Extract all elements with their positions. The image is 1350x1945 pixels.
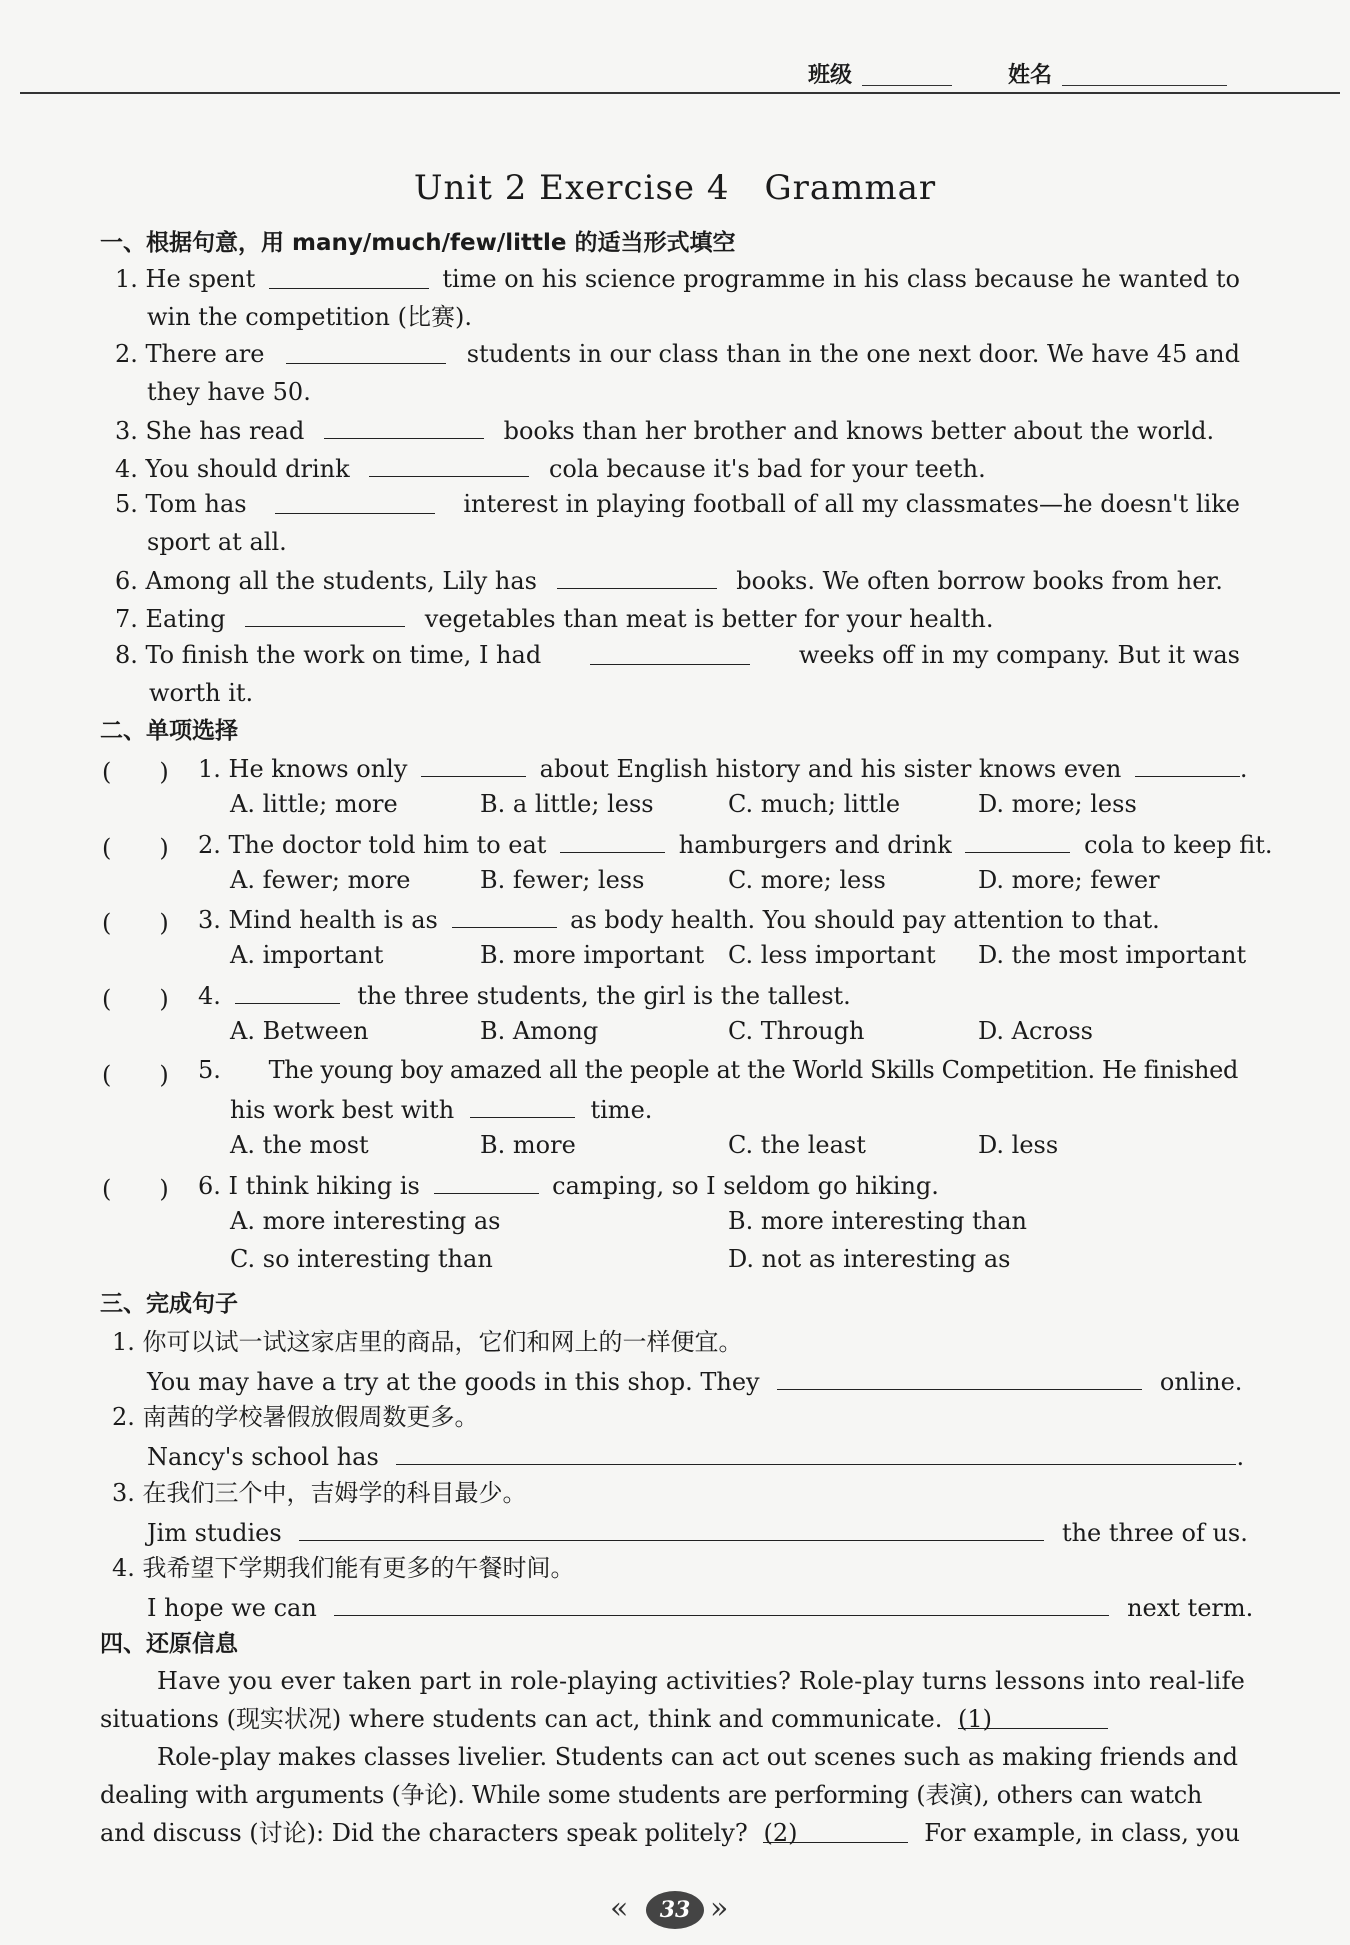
- section2-heading: 二、单项选择: [100, 718, 238, 744]
- s1-q4-line: [115, 452, 1255, 484]
- s2-q4-answer-paren[interactable]: ( ): [102, 985, 169, 1013]
- s1-q7-blank[interactable]: [245, 602, 405, 627]
- s3-q4-text-b: next term.: [1127, 1594, 1254, 1622]
- s3-q2-chinese: 2. 南茜的学校暑假放假周数更多。: [112, 1403, 479, 1431]
- s3-q4-line: [147, 1591, 1287, 1623]
- s2-q1-number: 1.: [198, 755, 221, 783]
- s3-q1-text-a: You may have a try at the goods in this shop. They: [147, 1368, 760, 1396]
- s1-q1-text-b: time on his science programme in his class because he wanted to: [442, 265, 1240, 293]
- s2-q5-option-a[interactable]: A. the most: [230, 1131, 369, 1159]
- s2-q3-text-a: Mind health is as: [228, 906, 438, 934]
- s1-q5-line2: sport at all.: [147, 528, 287, 556]
- s1-q1-blank[interactable]: [269, 264, 429, 289]
- s2-q1-blank1: [421, 752, 526, 777]
- s1-q4-text-b: cola because it's bad for your teeth.: [548, 455, 986, 483]
- s1-q8-blank[interactable]: [590, 640, 750, 665]
- s3-q3-chinese: 3. 在我们三个中，吉姆学的科目最少。: [112, 1479, 527, 1507]
- s1-q6-text-a: 6. Among all the students, Lily has: [115, 567, 537, 595]
- s2-q6-stem: [198, 1169, 1238, 1201]
- s2-q6-answer-paren[interactable]: ( ): [102, 1175, 169, 1203]
- s2-q4-option-a[interactable]: A. Between: [230, 1017, 369, 1045]
- s4-blank-1-label: (1): [957, 1705, 992, 1733]
- s4-p1-line1: [157, 1666, 1245, 1696]
- s2-q2-text-a: The doctor told him to eat: [228, 831, 547, 859]
- s2-q6-blank: [434, 1169, 539, 1194]
- s2-q4-blank: [235, 979, 340, 1004]
- s2-q3-option-a[interactable]: A. important: [230, 941, 384, 969]
- s1-q5-line1: [115, 489, 1240, 519]
- s2-q1-option-b[interactable]: B. a little; less: [480, 790, 654, 818]
- class-label: 班级: [808, 63, 853, 88]
- s1-q8-line2: worth it.: [149, 679, 254, 707]
- s2-q3-answer-paren[interactable]: ( ): [102, 909, 169, 937]
- s2-q6-text-a: I think hiking is: [228, 1172, 420, 1200]
- s2-q6-option-b[interactable]: B. more interesting than: [728, 1207, 1028, 1235]
- s3-q1-text-b: online.: [1159, 1368, 1243, 1396]
- s1-q7-text-a: 7. Eating: [115, 605, 226, 633]
- s2-q6-number: 6.: [198, 1172, 221, 1200]
- s2-q4-option-d[interactable]: D. Across: [978, 1017, 1093, 1045]
- s1-q3-text-a: 3. She has read: [115, 417, 305, 445]
- s4-p1-line2: [100, 1704, 1240, 1734]
- s2-q5-option-c[interactable]: C. the least: [728, 1131, 866, 1159]
- s4-p2-line2: [100, 1780, 1240, 1810]
- s1-q3-text-b: books than her brother and knows better about the world.: [503, 417, 1215, 445]
- s1-q1-text-a: 1. He spent: [115, 265, 256, 293]
- s2-q2-text-b: hamburgers and drink: [678, 831, 952, 859]
- s2-q3-blank: [452, 903, 557, 928]
- s1-q2-line2: they have 50.: [147, 378, 311, 406]
- s2-q1-stem: [198, 752, 1248, 784]
- s2-q2-option-b[interactable]: B. fewer; less: [480, 866, 645, 894]
- s1-q3-blank[interactable]: [324, 414, 484, 439]
- name-label: 姓名: [1008, 63, 1053, 88]
- s2-q2-option-c[interactable]: C. more; less: [728, 866, 886, 894]
- double-chevron-left-icon: «: [610, 1891, 629, 1926]
- s2-q2-number: 2.: [198, 831, 221, 859]
- s2-q4-text-b: the three students, the girl is the tallest.: [357, 982, 851, 1010]
- s2-q5-answer-paren[interactable]: ( ): [102, 1061, 169, 1089]
- section4-heading: 四、还原信息: [100, 1631, 238, 1657]
- s1-q6-blank[interactable]: [557, 564, 717, 589]
- s4-p2-text-a: Role-play makes classes livelier. Students can act out scenes such as making friends and: [157, 1743, 1238, 1771]
- s2-q4-number: 4.: [198, 982, 221, 1010]
- s2-q1-blank2: [1135, 752, 1240, 777]
- s2-q5-text-d: time.: [590, 1096, 653, 1124]
- s1-q7-line: [115, 602, 1255, 634]
- s4-p2-line3: [100, 1818, 1240, 1848]
- s2-q6-text-b: camping, so I seldom go hiking.: [552, 1172, 939, 1200]
- s4-p2-text-b: dealing with arguments (争论). While some students are performing (表演), others can watch: [100, 1781, 1203, 1809]
- s2-q2-answer-paren[interactable]: ( ): [102, 834, 169, 862]
- s2-q4-option-b[interactable]: B. Among: [480, 1017, 599, 1045]
- s1-q4-blank[interactable]: [369, 452, 529, 477]
- s2-q5-stem: [198, 1055, 1238, 1085]
- page-number-badge: [610, 1885, 740, 1935]
- s2-q4-stem: [198, 979, 1238, 1011]
- s2-q3-stem: [198, 903, 1238, 935]
- s2-q6-option-a[interactable]: A. more interesting as: [230, 1207, 501, 1235]
- s3-q1-line: [147, 1365, 1287, 1397]
- section3-heading: 三、完成句子: [100, 1291, 238, 1317]
- s4-blank-1[interactable]: [957, 1704, 1108, 1733]
- s2-q4-option-c[interactable]: C. Through: [728, 1017, 865, 1045]
- s2-q6-option-c[interactable]: C. so interesting than: [230, 1245, 493, 1273]
- double-chevron-right-icon: »: [710, 1891, 729, 1926]
- s2-q5-text-c: his work best with: [230, 1096, 455, 1124]
- s3-q2-blank[interactable]: [396, 1440, 1236, 1465]
- s1-q6-text-b: books. We often borrow books from her.: [736, 567, 1223, 595]
- s4-p2-text-c: and discuss (讨论): Did the characters speak politely?: [100, 1819, 748, 1847]
- s3-q4-text-a: I hope we can: [147, 1594, 317, 1622]
- s1-q5-text-a: 5. Tom has: [115, 490, 247, 518]
- s1-q8-text-a: 8. To finish the work on time, I had: [115, 641, 542, 669]
- s1-q2-text-a: 2. There are: [115, 340, 265, 368]
- s2-q1-option-a[interactable]: A. little; more: [230, 790, 398, 818]
- s1-q8-line1: [115, 640, 1240, 670]
- name-blank: [1062, 85, 1227, 86]
- class-blank: [862, 85, 952, 86]
- s2-q3-option-c[interactable]: C. less important: [728, 941, 936, 969]
- s4-blank-2-label: (2): [763, 1819, 798, 1847]
- s2-q2-blank2: [965, 828, 1070, 853]
- s1-q1-line1: [115, 264, 1240, 294]
- s3-q2-text-a: Nancy's school has: [147, 1443, 379, 1471]
- s4-p1-text-b: situations (现实状况) where students can act, think and communicate.: [100, 1705, 943, 1733]
- s3-q2-line: [147, 1440, 1287, 1472]
- s3-q3-text-b: the three of us.: [1061, 1519, 1248, 1547]
- s1-q2-text-b: students in our class than in the one next door. We have 45 and: [466, 340, 1240, 368]
- s1-q2-line1: [115, 339, 1240, 369]
- s1-q1-line2: win the competition (比赛).: [147, 303, 472, 331]
- s2-q2-stem: [198, 828, 1273, 860]
- s1-q8-text-b: weeks off in my company. But it was: [798, 641, 1240, 669]
- s3-q1-chinese: 1. 你可以试一试这家店里的商品，它们和网上的一样便宜。: [112, 1328, 743, 1356]
- s3-q1-blank[interactable]: [777, 1365, 1142, 1390]
- s2-q3-option-d[interactable]: D. the most important: [978, 941, 1247, 969]
- s1-q2-blank[interactable]: [286, 339, 446, 364]
- s2-q2-option-d[interactable]: D. more; fewer: [978, 866, 1160, 894]
- s2-q5-number: 5.: [198, 1056, 221, 1084]
- s1-q6-line: [115, 564, 1255, 596]
- section1-heading: 一、根据句意，用 many/much/few/little 的适当形式填空: [100, 230, 736, 256]
- s2-q1-option-c[interactable]: C. much; little: [728, 790, 901, 818]
- s2-q5-option-d[interactable]: D. less: [978, 1131, 1059, 1159]
- header-rule: [20, 92, 1340, 94]
- s2-q5-text-a: The young boy amazed all the people at the World Skills Competition. He finished: [268, 1056, 1238, 1084]
- s2-q5-blank: [470, 1093, 575, 1118]
- s1-q3-line: [115, 414, 1255, 446]
- s1-q4-text-a: 4. You should drink: [115, 455, 350, 483]
- s4-blank-2[interactable]: [763, 1818, 908, 1847]
- s2-q1-answer-paren[interactable]: ( ): [102, 758, 169, 786]
- s2-q2-blank1: [560, 828, 665, 853]
- s2-q6-option-d[interactable]: D. not as interesting as: [728, 1245, 1011, 1273]
- s2-q3-text-b: as body health. You should pay attention to that.: [570, 906, 1160, 934]
- s2-q5-stem-line2: [230, 1093, 1350, 1125]
- s4-p2-line1: [157, 1742, 1240, 1772]
- s2-q2-option-a[interactable]: A. fewer; more: [230, 866, 411, 894]
- s2-q2-text-c: cola to keep fit.: [1084, 831, 1273, 859]
- s2-q5-option-b[interactable]: B. more: [480, 1131, 576, 1159]
- s3-q4-chinese: 4. 我希望下学期我们能有更多的午餐时间。: [112, 1554, 575, 1582]
- s2-q3-option-b[interactable]: B. more important: [480, 941, 705, 969]
- page-number: 33: [646, 1891, 704, 1929]
- s1-q5-text-b: interest in playing football of all my classmates—he doesn't like: [463, 490, 1240, 518]
- s4-p2-text-d: For example, in class, you: [924, 1819, 1240, 1847]
- s2-q1-text-b: about English history and his sister knows even: [539, 755, 1122, 783]
- s1-q7-text-b: vegetables than meat is better for your health.: [424, 605, 994, 633]
- s3-q4-blank[interactable]: [334, 1591, 1109, 1616]
- s3-q3-text-a: Jim studies: [147, 1519, 282, 1547]
- s4-p1-text-a: Have you ever taken part in role-playing activities? Role-play turns lessons into real-life: [157, 1667, 1245, 1695]
- s2-q1-option-d[interactable]: D. more; less: [978, 790, 1137, 818]
- s3-q3-line: [147, 1516, 1287, 1548]
- s2-q3-number: 3.: [198, 906, 221, 934]
- s3-q2-text-b: .: [1236, 1443, 1245, 1471]
- s2-q1-text-a: He knows only: [228, 755, 408, 783]
- s1-q5-blank[interactable]: [275, 489, 435, 514]
- s3-q3-blank[interactable]: [299, 1516, 1044, 1541]
- s2-q1-end: .: [1239, 755, 1248, 783]
- page-title: Unit 2 Exercise 4 Grammar: [413, 168, 937, 208]
